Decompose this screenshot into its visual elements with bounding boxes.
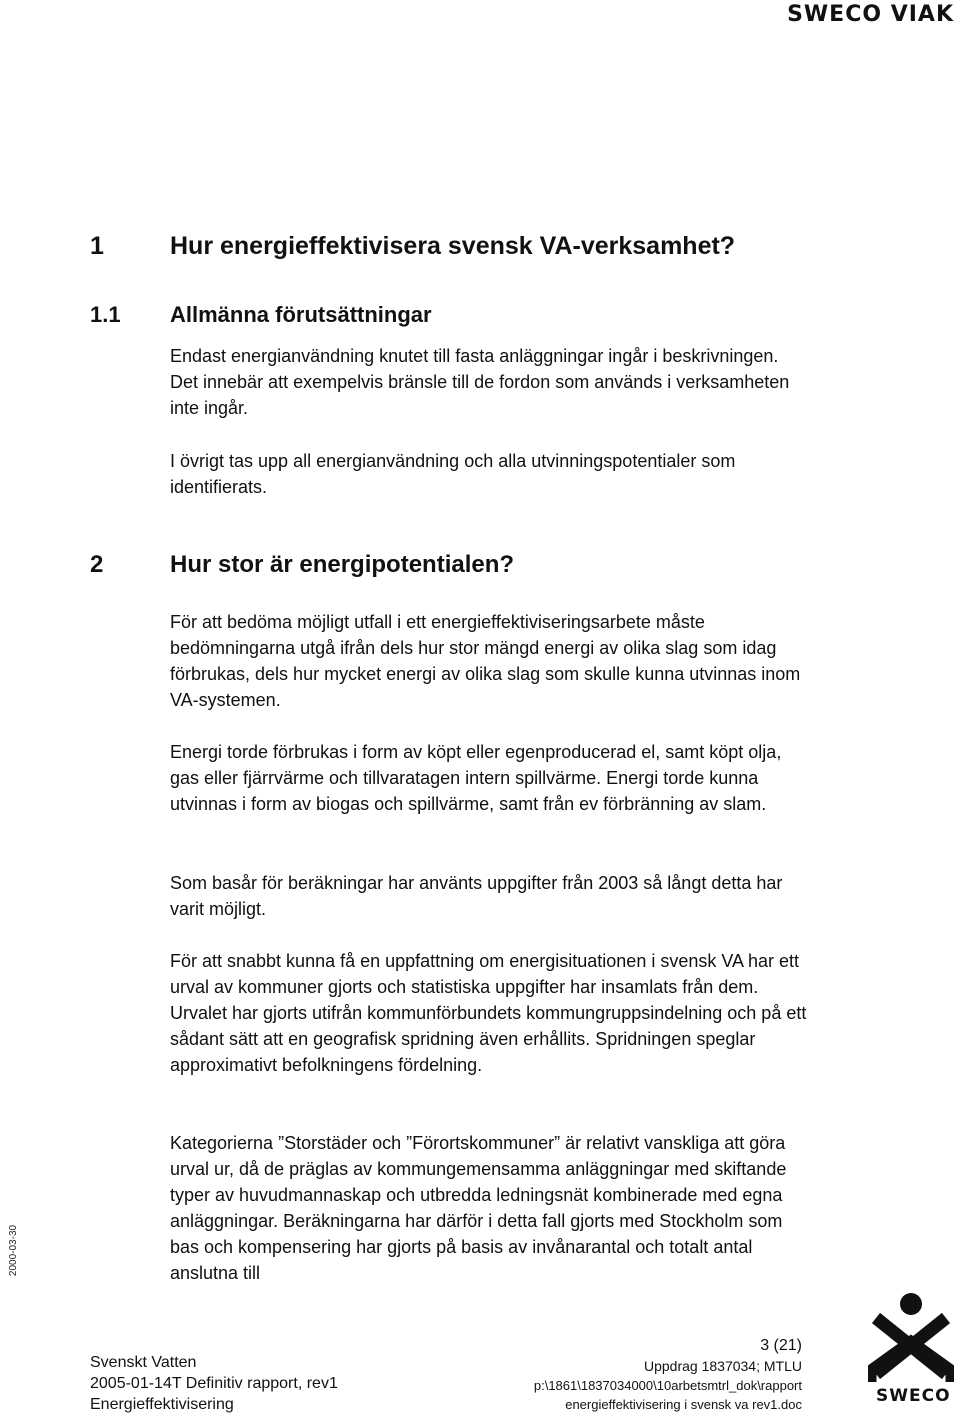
footer-date-status: 2005-01-14T Definitiv rapport, rev1 — [90, 1375, 338, 1392]
page-number: 3 (21) — [760, 1337, 802, 1354]
logo-wordmark: SWECO — [876, 1386, 951, 1406]
footer-right — [534, 1357, 802, 1414]
footer-org: Svenskt Vatten — [90, 1354, 197, 1371]
footer-left — [90, 1352, 338, 1415]
section-number: 1 — [90, 232, 104, 260]
footer-path: p:\1861\1837034000\10arbetsmtrl_dok\rapport — [533, 1378, 802, 1393]
footer-assignment: Uppdrag 1837034; MTLU — [644, 1358, 802, 1374]
paragraph: Endast energianvändning knutet till fasta anläggningar ingår i beskrivningen. Det innebär att exempelvis bränsle till de fordon som används i verksamheten inte ingår. — [170, 346, 790, 418]
paragraph: För att bedöma möjligt utfall i ett energieffektiviseringsarbete måste bedömningarna utgå ifrån dels hur stor mängd energi av olika slag som idag förbrukas, dels hur mycket energi av olika slag som skulle kunna utvinnas inom VA-systemen. — [170, 612, 801, 710]
paragraph: Som basår för beräkningar har använts uppgifter från 2003 så långt detta har varit möjligt. — [170, 873, 783, 919]
footer-subject: Energieffektivisering — [90, 1396, 234, 1413]
paragraph: Kategorierna ”Storstäder och ”Förortskommuner” är relativt vanskliga att göra urval ur, då de präglas av kommungemensamma anläggningar med skiftande typer av huvudmannaskap och utbredda ledningsnät kombinerade med egna anläggningar. Beräkningarna har därför i detta fall gjorts med Stockholm som bas och kompensering har gjorts på basis av invånarantal och totalt antal anslutna till — [170, 1133, 787, 1283]
section-number: 2 — [90, 551, 104, 578]
section-title: Hur stor är energipotentialen? — [170, 551, 515, 578]
margin-date: 2000-03-30 — [8, 1224, 20, 1277]
brand-header: SWECO VIAK — [787, 2, 954, 27]
paragraph: Energi torde förbrukas i form av köpt eller egenproducerad el, samt köpt olja, gas eller fjärrvärme och tillvaratagen intern spillvärme. Energi torde kunna utvinnas i form av biogas och spillvärme, samt från ev förbränning av slam. — [170, 742, 782, 814]
paragraph: I övrigt tas upp all energianvändning och alla utvinningspotentialer som identifierats. — [170, 451, 736, 497]
section-title: Allmänna förutsättningar — [170, 302, 432, 327]
section-number: 1.1 — [90, 302, 121, 327]
section-heading-1 — [90, 232, 735, 261]
footer-filename: energieffektivisering i svensk va rev1.doc — [565, 1397, 802, 1412]
section-heading-1-1 — [90, 302, 432, 328]
section-heading-2 — [90, 551, 514, 579]
section-title: Hur energieffektivisera svensk VA-verksamhet? — [170, 232, 736, 260]
paragraph: För att snabbt kunna få en uppfattning om energisituationen i svensk VA har ett urval av kommuner gjorts och statistiska uppgifter har insamlats från dem. Urvalet har gjorts utifrån kommunförbundets kommungruppsindelning och på ett sådant sätt att en geografisk spridning även erhållits. Spridningen speglar approximativt befolkningens fördelning. — [170, 951, 807, 1075]
